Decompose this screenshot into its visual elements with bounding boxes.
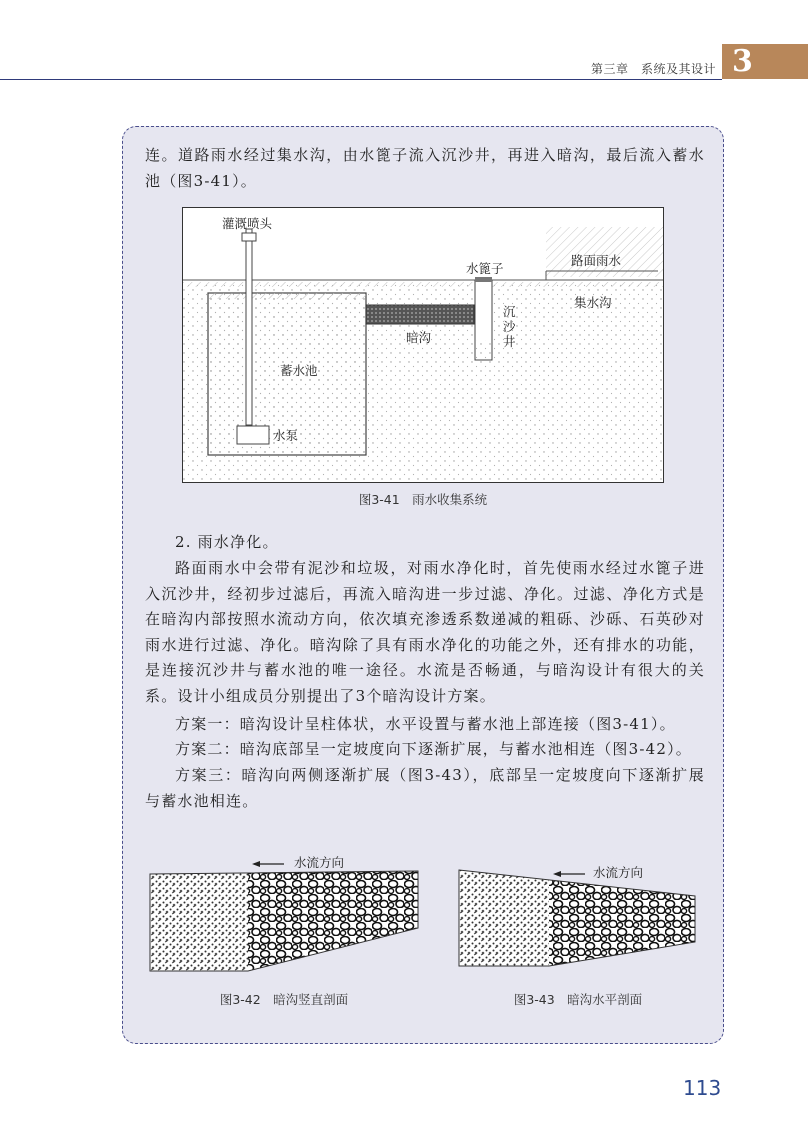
label-gutter: 集水沟 xyxy=(574,295,612,310)
fig43-fine-gravel xyxy=(459,870,549,966)
label-sprinkler: 灌溉喷头 xyxy=(222,216,273,231)
figure-3-41-caption: 图3-41 雨水收集系统 xyxy=(358,492,488,507)
drain-channel xyxy=(366,305,474,324)
label-sand-well-1: 沉 xyxy=(503,304,516,319)
chapter-number-badge: 3 xyxy=(722,44,808,79)
plan-three: 方案三：暗沟向两侧逐渐扩展（图3-43），底部呈一定坡度向下逐渐扩展与蓄水池相连。 xyxy=(145,766,705,810)
pump xyxy=(237,426,269,444)
label-sand-well-2: 沙 xyxy=(503,319,516,334)
fig42-fine-gravel xyxy=(150,873,248,971)
label-pump: 水泵 xyxy=(273,428,299,443)
figure-3-43-caption: 图3-43 暗沟水平剖面 xyxy=(513,992,643,1007)
figure-3-42-vertical-section xyxy=(148,852,420,974)
page-number: 113 xyxy=(683,1076,722,1100)
body-paragraph: 路面雨水中会带有泥沙和垃圾，对雨水净化时，首先使雨水经过水篦子进入沉沙井，经初步过滤后，再流入暗沟进一步过滤、净化。过滤、净化方式是在暗沟内部按照水流动方向，依次填充渗透系数递减的粗砾、沙砾、石英砂对雨水进行过滤、净化。暗沟除了具有雨水净化的功能之外，还有排水的功能，是连接沉沙井与蓄水池的唯一途径。水流是否畅通，与暗沟设计有很大的关系。设计小组成员分别提出了3个暗沟设计方案。 xyxy=(145,559,705,705)
plan-two: 方案二：暗沟底部呈一定坡度向下逐渐扩展，与蓄水池相连（图3-42）。 xyxy=(175,740,693,758)
chapter-header-title: 第三章 系统及其设计 xyxy=(590,62,716,76)
fig42-flow-label: 水流方向 xyxy=(294,855,345,870)
label-grate: 水篦子 xyxy=(466,261,504,276)
section-heading: 2. 雨水净化。 xyxy=(175,533,279,551)
figure-3-42-caption: 图3-42 暗沟竖直剖面 xyxy=(219,992,349,1007)
plan-one: 方案一：暗沟设计呈柱体状，水平设置与蓄水池上部连接（图3-41）。 xyxy=(175,715,676,733)
fig43-coarse-gravel xyxy=(549,880,695,966)
sprinkler-pipe xyxy=(246,229,252,425)
label-drain: 暗沟 xyxy=(406,330,432,345)
fig43-flow-label: 水流方向 xyxy=(593,865,644,880)
label-road-rain: 路面雨水 xyxy=(571,253,622,268)
fig42-coarse-gravel xyxy=(248,871,418,971)
figure-3-43-horizontal-section xyxy=(457,858,699,972)
figure-3-41-rainwater-system xyxy=(182,207,664,483)
label-tank: 蓄水池 xyxy=(280,363,318,378)
grate xyxy=(475,277,492,282)
header-rule xyxy=(0,79,722,80)
label-sand-well-3: 井 xyxy=(503,334,516,349)
intro-paragraph: 连。道路雨水经过集水沟，由水篦子流入沉沙井，再进入暗沟，最后流入蓄水池（图3-41）。 xyxy=(145,146,705,190)
